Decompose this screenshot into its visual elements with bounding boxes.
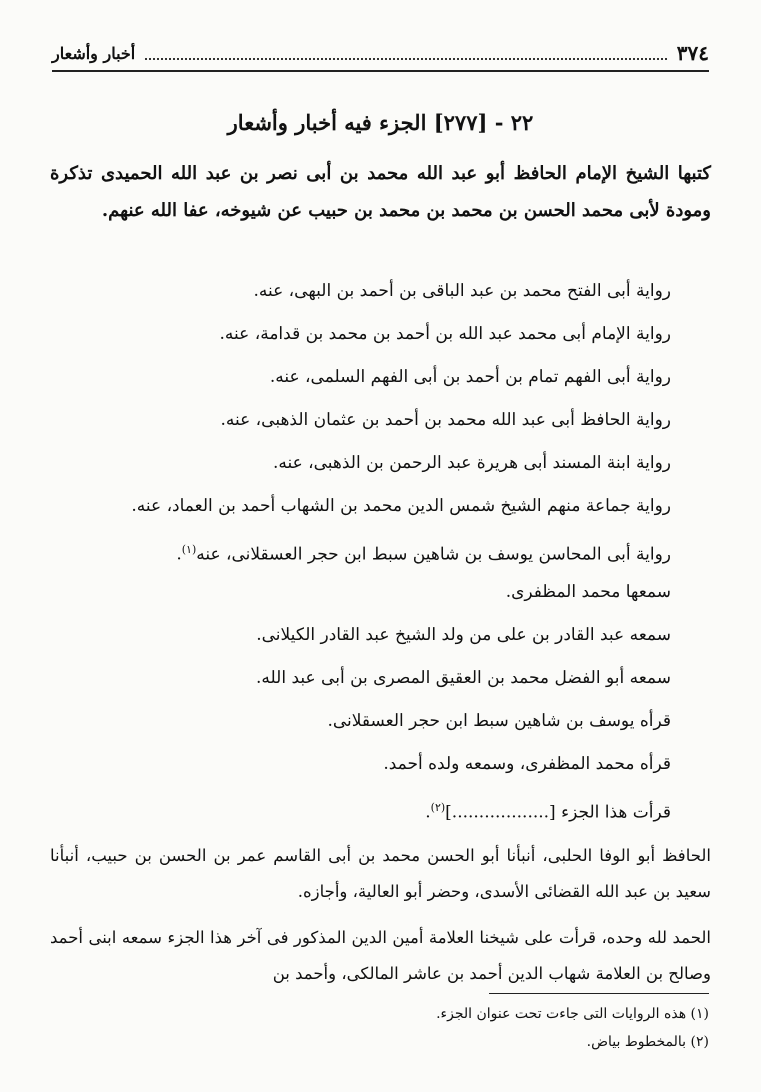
list-item: رواية أبى المحاسن يوسف بن شاهين سبط ابن حجر العسقلانى، عنه$^{(١)}$.	[176, 543, 671, 565]
running-title: أخبار وأشعار	[52, 43, 136, 63]
body-paragraph: الحمد لله وحده، قرأت على شيخنا العلامة أمين الدين المذكور فى آخر هذا الجزء سمعه ابنى أحمد وصالح بن العلامة شهاب الدين أحمد بن عاشر المالكى، وأحمد بن	[50, 928, 711, 983]
list-item: قرأه يوسف بن شاهين سبط ابن حجر العسقلانى.	[327, 711, 671, 731]
list-item-text: قرأت هذا الجزء [..................]	[445, 802, 671, 823]
running-header	[52, 36, 709, 72]
list-item: رواية الإمام أبى محمد عبد الله بن أحمد بن محمد بن قدامة، عنه.	[219, 324, 671, 344]
list-item-text: رواية أبى المحاسن يوسف بن شاهين سبط ابن حجر العسقلانى، عنه	[196, 544, 671, 565]
footnotes	[52, 1000, 709, 1056]
list-item: رواية جماعة منهم الشيخ شمس الدين محمد بن الشهاب أحمد بن العماد، عنه.	[131, 496, 671, 516]
footnote: (٢) بالمخطوط بياض.	[586, 1034, 709, 1050]
list-item: سمعه أبو الفضل محمد بن العقيق المصرى بن أبى عبد الله.	[256, 668, 671, 688]
list-item: رواية الحافظ أبى عبد الله محمد بن أحمد بن عثمان الذهبى، عنه.	[220, 410, 671, 430]
list-item-end: .	[425, 802, 431, 823]
body-paragraph: الحافظ أبو الوفا الحلبى، أنبأنا أبو الحسن محمد بن أبى القاسم عمر بن الحسن بن حبيب، أنبأنا سعيد بن عبد الله القضائى الأسدى، وحضر أبو العالية، وأجازه.	[50, 846, 711, 901]
footnote-rule	[489, 993, 709, 994]
list-item	[50, 786, 671, 829]
list-item: رواية ابنة المسند أبى هريرة عبد الرحمن بن الذهبى، عنه.	[272, 453, 671, 473]
intro-paragraph: كتبها الشيخ الإمام الحافظ أبو عبد الله محمد بن أبى نصر بن عبد الله الحميدى تذكرة ومودة لأبى محمد الحسن بن محمد بن محمد بن حبيب عن شيوخه، عفا الله عنهم.	[50, 163, 711, 221]
list-item: قرأه محمد المظفرى، وسمعه ولده أحمد.	[383, 754, 671, 774]
section-title: ٢٢ - [٢٧٧] الجزء فيه أخبار وأشعار	[227, 110, 534, 135]
transmission-list	[50, 270, 671, 829]
list-item: رواية أبى الفتح محمد بن عبد الباقى بن أحمد بن البهى، عنه.	[253, 281, 671, 301]
header-dot-leader	[145, 46, 667, 60]
list-item: رواية أبى الفهم تمام بن أحمد بن أبى الفهم السلمى، عنه.	[269, 367, 671, 387]
footnote-mark: (٢)	[430, 801, 446, 814]
page-number: ٣٧٤	[676, 41, 709, 65]
footnote: (١) هذه الروايات التى جاءت تحت عنوان الجزء.	[436, 1006, 709, 1022]
list-item: سمعها محمد المظفرى.	[505, 582, 671, 602]
list-item: سمعه عبد القادر بن على من ولد الشيخ عبد القادر الكيلانى.	[256, 625, 671, 645]
footnote-mark: (١)	[181, 543, 197, 556]
